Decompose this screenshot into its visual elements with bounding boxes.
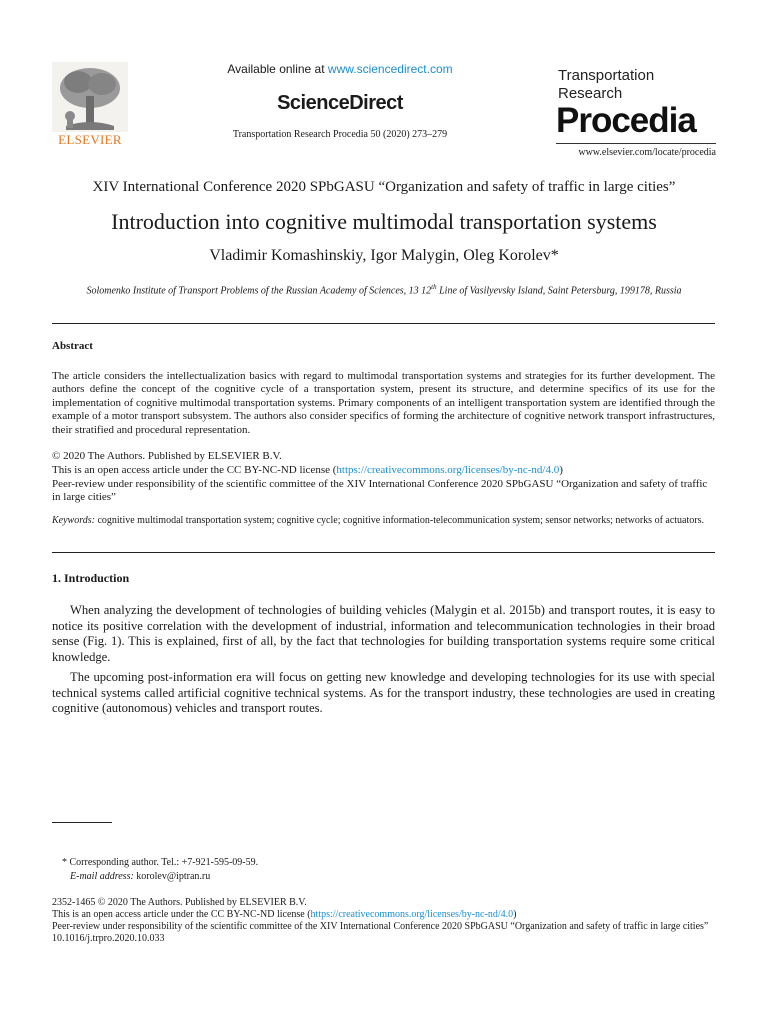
keywords (52, 514, 715, 527)
footer-license (52, 909, 715, 921)
keywords-list: cognitive multimodal transportation system; cognitive cycle; cognitive information-telecommunication system; sensor networks; networks of actuators. (94, 515, 704, 526)
affiliation-sup: th (431, 283, 437, 291)
journal-logo-line3: Procedia (556, 101, 696, 140)
footer-issn: 2352-1465 © 2020 The Authors. Published by ELSEVIER B.V. (52, 897, 307, 908)
email-address[interactable]: korolev@iptran.ru (133, 871, 211, 882)
journal-logo-line2: Research (558, 85, 623, 102)
sciencedirect-link[interactable]: www.sciencedirect.com (327, 62, 453, 76)
section-heading: 1. Introduction (52, 571, 130, 585)
email-label: E-mail address: (70, 871, 134, 882)
divider-top (52, 323, 715, 324)
abstract-heading: Abstract (52, 340, 93, 352)
affiliation-part2: Line of Vasilyevsky Island, Saint Petersburg, 199178, Russia (436, 285, 682, 297)
journal-logo-line1: Transportation (558, 67, 655, 84)
journal-url[interactable]: www.elsevier.com/locate/procedia (578, 147, 716, 158)
intro-paragraph-1: When analyzing the development of technologies of building vehicles (Malygin et al. 2015b) and transport routes, it is easy to notice its positive correlation with the development of industrial, information and telecommunication technologies in their broad sense (Fig. 1). This is explained, first of all, by the fact that technologies for building transportation systems require some critical knowledge. (52, 603, 715, 664)
affiliation (60, 281, 708, 297)
footer-license-link[interactable]: https://creativecommons.org/licenses/by-nc-nd/4.0 (310, 909, 514, 920)
footer-peer-review: Peer-review under responsibility of the scientific committee of the XIV International Conference 2020 SPbGASU “Organization and safety of traffic in large cities” (52, 921, 709, 932)
license-link[interactable]: https://creativecommons.org/licenses/by-nc-nd/4.0 (336, 464, 560, 476)
journal-reference: Transportation Research Procedia 50 (2020) 273–279 (232, 129, 448, 140)
conference-name: XIV International Conference 2020 SPbGASU “Organization and safety of traffic in large cities” (92, 179, 676, 195)
available-online (190, 62, 490, 76)
footer-license-suffix: ) (513, 909, 517, 920)
page-title: Introduction into cognitive multimodal transportation systems (111, 209, 657, 234)
abstract-body: The article considers the intellectualization basics with regard to multimodal transportation systems and strategies for its further development. The authors define the concept of the cognitive cycle of a transportation system, present its structure, and determine specifics of its use for the implementation of cognitive multimodal transportation systems. Primary components of an intelligent transportation system are identified through the example of a motor transport subsystem. The authors also consider specifics of forming the architecture of cognitive network transport infrastructures, their stratified and procedural representation. (52, 370, 715, 436)
authors: Vladimir Komashinskiy, Igor Malygin, Oleg Korolev* (209, 247, 559, 264)
footer-license-prefix: This is an open access article under the CC BY-NC-ND license ( (52, 909, 311, 920)
publisher-name: ELSEVIER (58, 132, 122, 147)
divider-bottom (52, 552, 715, 553)
abstract-copyright: © 2020 The Authors. Published by ELSEVIER B.V. (52, 450, 282, 462)
footer (52, 897, 715, 945)
license-prefix: This is an open access article under the CC BY-NC-ND license ( (52, 464, 337, 476)
affiliation-part1: Solomenko Institute of Transport Problems of the Russian Academy of Sciences, 13 12 (86, 285, 432, 297)
keywords-label: Keywords: (52, 515, 95, 526)
abstract-license (52, 464, 715, 477)
footnote-divider (52, 822, 112, 823)
footer-doi[interactable]: 10.1016/j.trpro.2020.10.033 (52, 933, 165, 944)
email-line (70, 871, 210, 883)
corresponding-author: * Corresponding author. Tel.: +7-921-595-09-59. (62, 857, 259, 868)
abstract-peer-review: Peer-review under responsibility of the scientific committee of the XIV International Conference 2020 SPbGASU “Organization and safety of traffic in large cities” (52, 478, 708, 504)
license-suffix: ) (559, 464, 563, 476)
available-prefix: Available online at (227, 62, 328, 76)
journal-logo-divider (556, 143, 716, 144)
platform-name: ScienceDirect (277, 92, 403, 114)
intro-paragraph-2: The upcoming post-information era will focus on getting new knowledge and developing technologies for its use with special technical systems called artificial cognitive technical systems. As for the transport industry, these technologies are used in creating cognitive (autonomous) vehicles and transport routes. (52, 670, 715, 715)
